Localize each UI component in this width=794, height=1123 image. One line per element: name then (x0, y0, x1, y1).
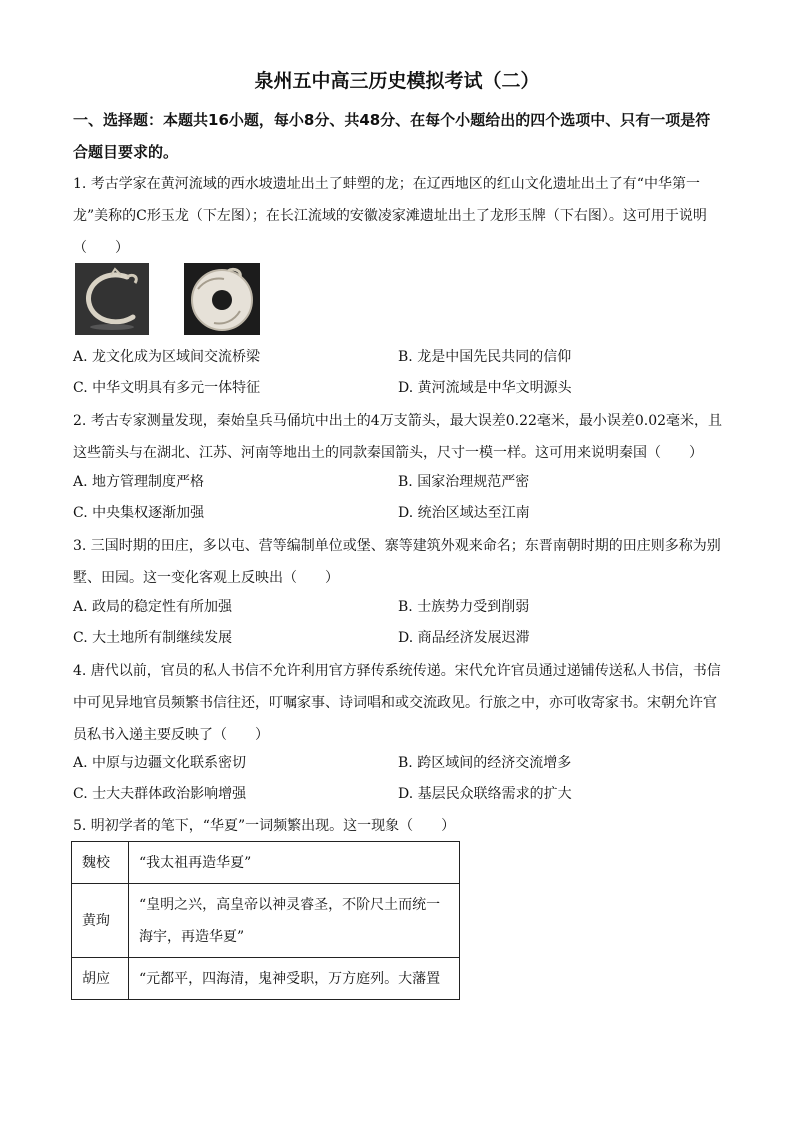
question-1-stem: 1. 考古学家在黄河流域的西水坡遗址出土了蚌塑的龙；在辽西地区的红山文化遗址出土了有“中华第一龙”美称的C形玉龙（下左图）；在长江流域的安徽凌家滩遗址出土了龙形玉牌（下右图）。这可用于说明（ ） (73, 176, 707, 256)
question-2-option-b[interactable]: B. 国家治理规范严密 (398, 474, 530, 490)
question-2-option-d[interactable]: D. 统治区域达至江南 (398, 505, 530, 521)
question-1-option-c[interactable]: C. 中华文明具有多元一体特征 (73, 380, 261, 396)
question-2-option-a[interactable]: A. 地方管理制度严格 (73, 474, 205, 490)
question-3-option-c[interactable]: C. 大土地所有制继续发展 (73, 630, 233, 646)
question-4-option-c[interactable]: C. 士大夫群体政治影响增强 (73, 786, 247, 802)
question-1-option-d[interactable]: D. 黄河流域是中华文明源头 (398, 380, 572, 396)
table-row (72, 884, 460, 958)
question-4-option-a[interactable]: A. 中原与边疆文化联系密切 (73, 755, 247, 771)
c-shaped-jade-dragon-image (75, 263, 149, 335)
question-5-stem: 5. 明初学者的笔下，“华夏”一词频繁出现。这一现象（ ） (73, 818, 456, 834)
question-4-option-b[interactable]: B. 跨区域间的经济交流增多 (398, 755, 572, 771)
dragon-jade-plaque-image (184, 263, 260, 335)
question-2-option-c[interactable]: C. 中央集权逐渐加强 (73, 505, 205, 521)
question-4-stem: 4. 唐代以前，官员的私人书信不允许利用官方驿传系统传递。宋代允许官员通过递铺传送私人书信，书信中可见异地官员频繁书信往还，叮嘱家事、诗词唱和或交流政见。行旅之中，亦可收寄家书。宋朝允许官员私书入递主要反映了（ ） (73, 663, 721, 743)
question-3-stem: 3. 三国时期的田庄，多以屯、营等编制单位或堡、寨等建筑外观来命名；东晋南朝时期的田庄则多称为别墅、田园。这一变化客观上反映出（ ） (73, 538, 721, 586)
question-3-option-a[interactable]: A. 政局的稳定性有所加强 (73, 599, 233, 615)
question-4-option-d[interactable]: D. 基层民众联络需求的扩大 (398, 786, 572, 802)
question-3-option-b[interactable]: B. 士族势力受到削弱 (398, 599, 530, 615)
question-1-option-b[interactable]: B. 龙是中国先民共同的信仰 (398, 349, 572, 365)
table-row (72, 842, 460, 884)
question-3-option-d[interactable]: D. 商品经济发展迟滞 (398, 630, 530, 646)
scholar-name: 胡应 (72, 958, 129, 1000)
table-row (72, 958, 460, 1000)
question-2-stem: 2. 考古专家测量发现，秦始皇兵马俑坑中出土的4万支箭头，最大误差0.22毫米，最小误差0.02毫米，且这些箭头与在湖北、江苏、河南等地出土的同款秦国箭头，尺寸一模一样。这可用来说明秦国（ ） (73, 413, 723, 461)
scholar-quote: “元都平，四海清，鬼神受职，万方庭列。大藩置 (129, 958, 460, 1000)
scholar-name: 黄珣 (72, 884, 129, 958)
page-title: 泉州五中高三历史模拟考试（二） (254, 70, 540, 92)
scholar-name: 魏校 (72, 842, 129, 884)
question-1-option-a[interactable]: A. 龙文化成为区域间交流桥梁 (73, 349, 261, 365)
question-5-quote-table (71, 841, 460, 1000)
section-heading: 一、选择题：本题共16小题，每小8分、共48分、在每个小题给出的四个选项中、只有一项是符合题目要求的。 (73, 111, 711, 161)
scholar-quote: “皇明之兴，高皇帝以神灵睿圣，不阶尺土而统一海宇，再造华夏” (129, 884, 460, 958)
scholar-quote: “我太祖再造华夏” (129, 842, 460, 884)
